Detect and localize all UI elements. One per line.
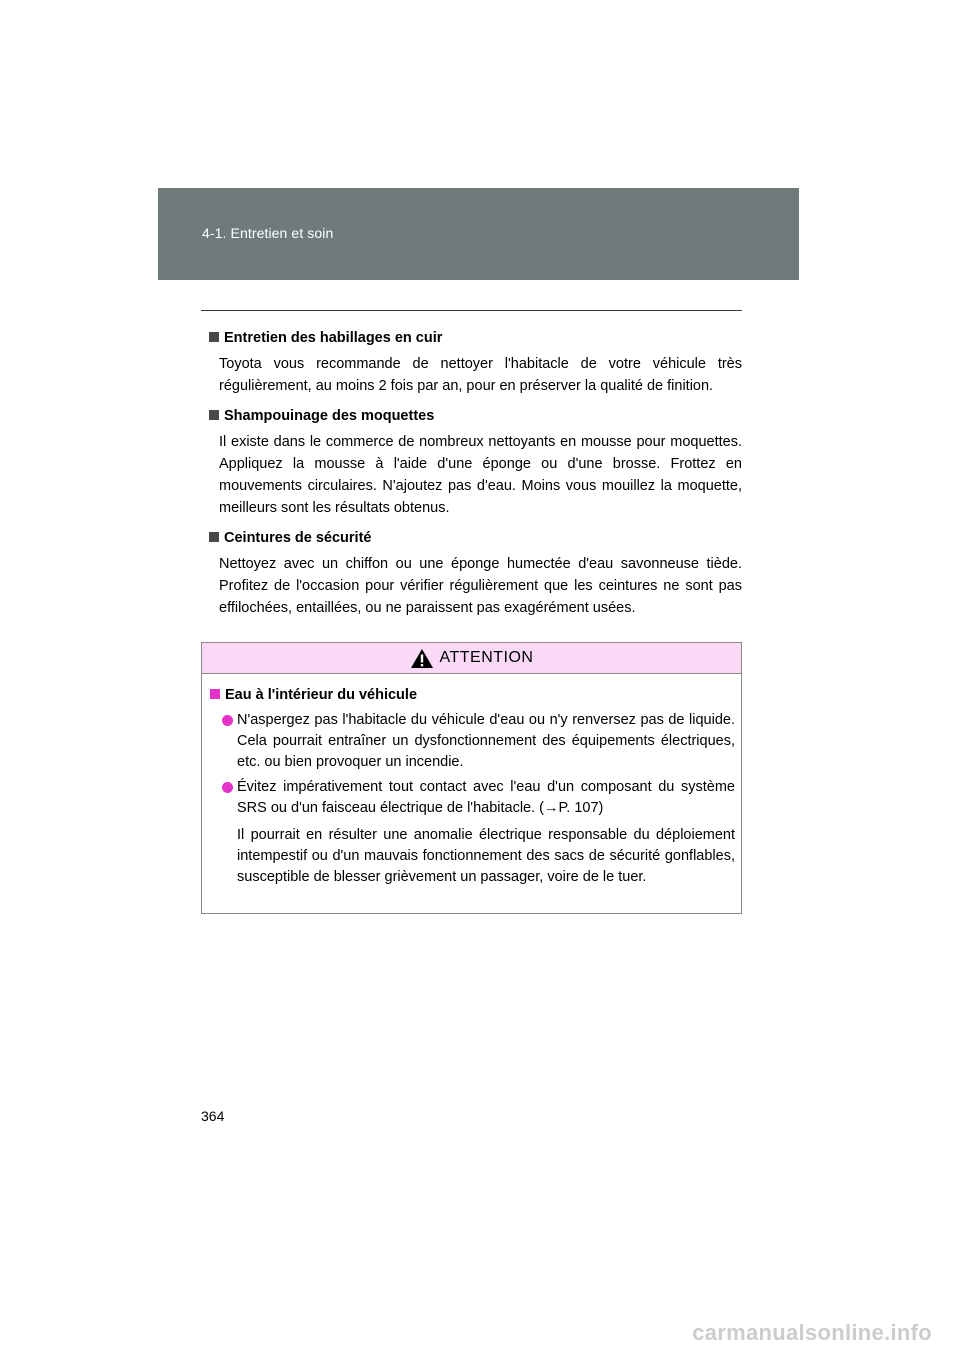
section-heading-text: Ceintures de sécurité bbox=[224, 530, 372, 546]
section-heading-text: Entretien des habillages en cuir bbox=[224, 330, 443, 346]
section-heading bbox=[201, 405, 742, 427]
warning-followup: Il pourrait en résulter une anomalie électrique responsable du déploiement intempestif ou d'un mauvais fonctionnement des sacs de sécurité gonflables, susceptible de blesser grièvement un passager, voire de le tuer. bbox=[237, 827, 735, 885]
warning-bullet-text: N'aspergez pas l'habitacle du véhicule d'eau ou n'y renversez pas de liquide. Cela pourrait entraîner un dysfonctionnement des équipements électriques, etc. ou bien provoquer un incendie. bbox=[237, 712, 735, 770]
magenta-dot-icon bbox=[222, 782, 233, 793]
main-content bbox=[201, 327, 742, 627]
warning-header bbox=[202, 643, 741, 674]
page-number: 364 bbox=[201, 1108, 225, 1124]
warning-body bbox=[202, 674, 741, 888]
warning-box bbox=[201, 642, 742, 914]
section-carpet bbox=[201, 405, 742, 519]
square-bullet-icon bbox=[209, 410, 219, 420]
section-heading bbox=[201, 327, 742, 349]
section-paragraph: Nettoyez avec un chiffon ou une éponge humectée d'eau savonneuse tiède. Profitez de l'occasion pour vérifier régulièrement que les ceintures ne sont pas effilochées, entaillées, ou ne paraissent pas exagérément usées. bbox=[219, 556, 742, 616]
warning-bullet bbox=[222, 710, 735, 773]
section-seatbelts bbox=[201, 527, 742, 619]
square-bullet-icon bbox=[209, 532, 219, 542]
section-title: 4-1. Entretien et soin bbox=[202, 225, 334, 241]
section-paragraph: Toyota vous recommande de nettoyer l'habitacle de votre véhicule très régulièrement, au moins 2 fois par an, pour en préserver la qualité de finition. bbox=[219, 356, 742, 394]
warning-bullet-text: Évitez impérativement tout contact avec l'eau d'un composant du système SRS ou d'un faisceau électrique de l'habitacle. (→P. 107) bbox=[237, 779, 735, 816]
watermark: carmanualsonline.info bbox=[692, 1320, 932, 1345]
magenta-dot-icon bbox=[222, 715, 233, 726]
header-band bbox=[158, 188, 799, 280]
warning-triangle-icon bbox=[410, 648, 434, 669]
top-divider bbox=[201, 310, 742, 311]
section-leather bbox=[201, 327, 742, 397]
warning-bullet bbox=[222, 777, 735, 819]
section-paragraph: Il existe dans le commerce de nombreux nettoyants en mousse pour moquettes. Appliquez la mousse à l'aide d'une éponge ou d'une brosse. Frottez en mouvements circulaires. N'ajoutez pas d'eau. Moins vous mouillez la moquette, meilleurs sont les résultats obtenus. bbox=[219, 434, 742, 516]
section-heading bbox=[201, 527, 742, 549]
warning-heading-text: Eau à l'intérieur du véhicule bbox=[225, 687, 418, 703]
square-bullet-icon bbox=[209, 332, 219, 342]
warning-heading bbox=[210, 684, 735, 706]
section-heading-text: Shampouinage des moquettes bbox=[224, 408, 435, 424]
warning-title: ATTENTION bbox=[439, 649, 534, 666]
magenta-square-icon bbox=[210, 689, 220, 699]
